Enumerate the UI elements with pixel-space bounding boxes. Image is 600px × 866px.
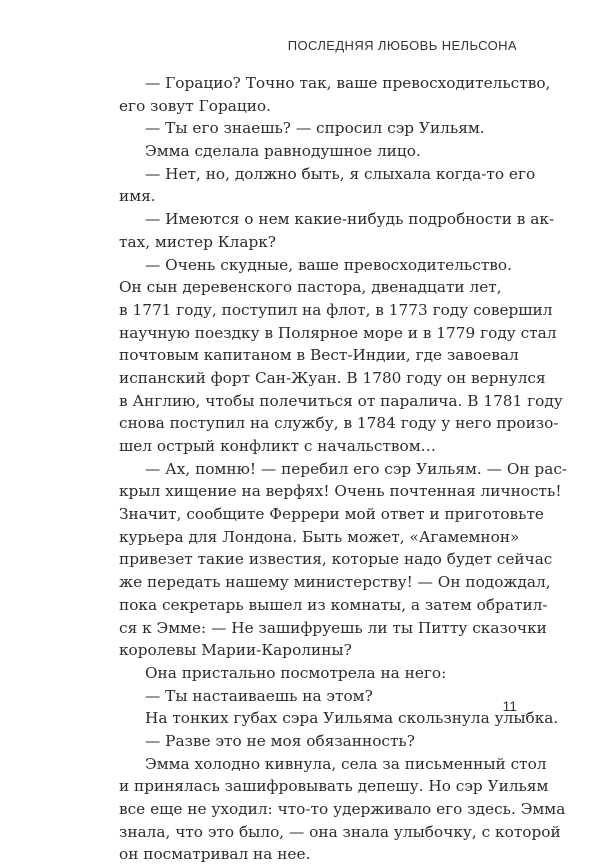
text-line: Значит, сообщите Феррери мой ответ и приготовьте — [119, 505, 544, 524]
text-line: крыл хищение на верфях! Очень почтенная личность! — [119, 482, 562, 501]
text-line: почтовым капитаном в Вест-Индии, где завоевал — [119, 346, 519, 365]
text-line: привезет такие известия, которые надо будет сейчас — [119, 550, 553, 569]
text-line: тах, мистер Кларк? — [119, 232, 276, 251]
text-line: знала, что это было, — она знала улыбочку, с которой — [119, 822, 561, 841]
text-line: Она пристально посмотрела на него: — [145, 663, 447, 682]
page-number: 11 — [502, 698, 517, 714]
text-line: — Ты настаиваешь на этом? — [145, 686, 373, 705]
text-line: шел острый конфликт с начальством… — [119, 437, 436, 455]
text-line: научную поездку в Полярное море и в 1779 году стал — [119, 323, 557, 342]
text-line: Он сын деревенского пастора, двенадцати лет, — [119, 278, 502, 297]
text-line: — Разве это не моя обязанность? — [145, 731, 415, 750]
text-line: — Очень скудные, ваше превосходительство. — [145, 255, 512, 274]
text-line: На тонких губах сэра Уильяма скользнула улыбка. — [145, 709, 559, 728]
text-line: королевы Марии-Каролины? — [119, 641, 352, 660]
running-head: ПОСЛЕДНЯЯ ЛЮБОВЬ НЕЛЬСОНА — [287, 38, 517, 53]
text-line: в Англию, чтобы полечиться от паралича. В 1781 году — [119, 391, 563, 410]
text-line: в 1771 году, поступил на флот, в 1773 году совершил — [119, 300, 553, 319]
text-line: — Ты его знаешь? — спросил сэр Уильям. — [145, 119, 485, 138]
text-line: курьера для Лондона. Быть может, «Агамемнон» — [119, 527, 520, 546]
text-line: — Ах, помню! — перебил его сэр Уильям. — Он рас- — [145, 459, 568, 478]
text-line: — Нет, но, должно быть, я слыхала когда-то его — [145, 164, 536, 183]
text-line: его зовут Горацио. — [119, 96, 271, 115]
text-line: же передать нашему министерству! — Он подождал, — [119, 573, 551, 592]
text-line: Эмма холодно кивнула, села за письменный стол — [145, 754, 547, 773]
text-line: Эмма сделала равнодушное лицо. — [145, 142, 421, 161]
text-line: — Горацио? Точно так, ваше превосходительство, — [145, 74, 551, 92]
text-line: снова поступил на службу, в 1784 году у него произо- — [119, 414, 559, 433]
text-line: все еще не уходил: что-то удерживало его здесь. Эмма — [119, 800, 566, 818]
text-line: испанский форт Сан-Жуан. В 1780 году он вернулся — [119, 368, 546, 387]
text-line: имя. — [119, 187, 156, 206]
text-line: он посматривал на нее. — [119, 845, 311, 864]
text-line: — Имеются о нем какие-нибудь подробности в ак- — [145, 210, 555, 229]
text-line: и принялась зашифровывать депешу. Но сэр Уильям — [119, 777, 549, 796]
text-line: пока секретарь вышел из комнаты, а затем обратил- — [119, 595, 548, 614]
text-line: ся к Эмме: — Не зашифруешь ли ты Питту сказочки — [119, 618, 547, 637]
